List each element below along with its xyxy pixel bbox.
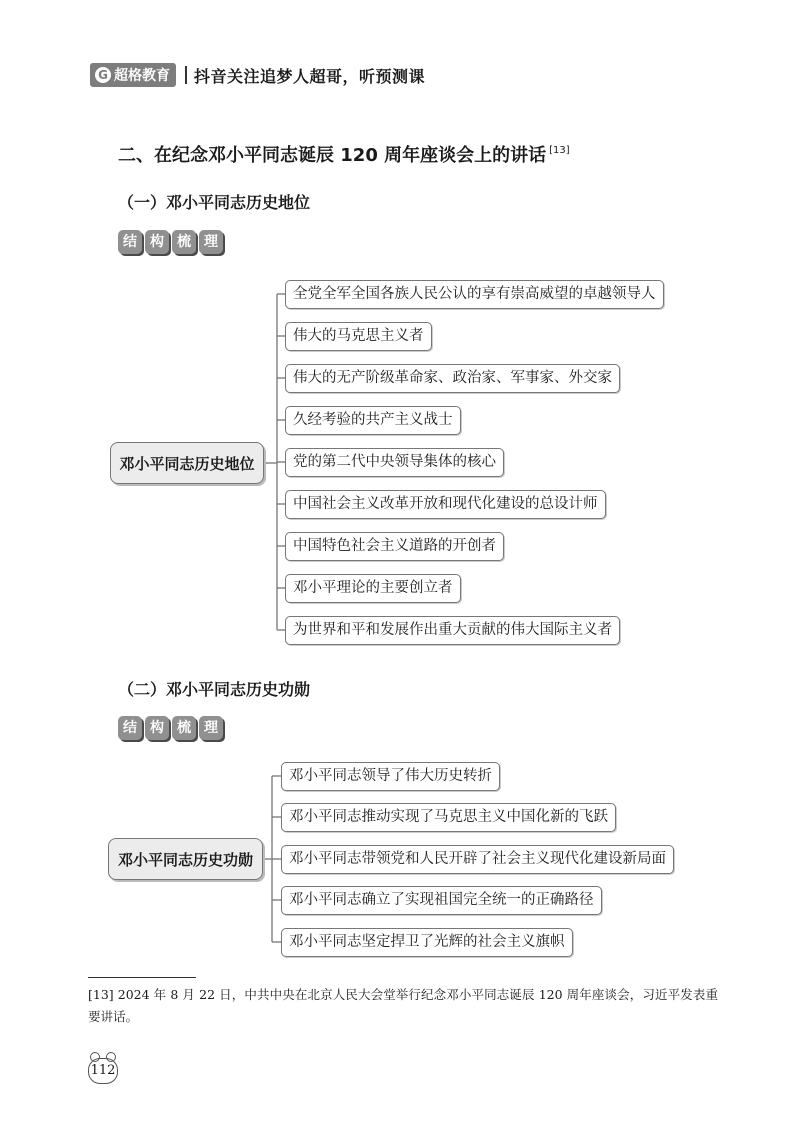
part1-item: 全党全军全国各族人民公认的享有崇高威望的卓越领导人	[285, 280, 664, 309]
part1-item: 邓小平理论的主要创立者	[285, 574, 461, 603]
section-title-text: 二、在纪念邓小平同志诞辰 120 周年座谈会上的讲话	[118, 145, 547, 166]
page-number: 112	[88, 1058, 118, 1084]
logo-icon: G	[95, 67, 111, 83]
badge-char: 构	[145, 230, 169, 254]
footnote-rule	[88, 977, 196, 978]
part2-item: 邓小平同志坚定捍卫了光辉的社会主义旗帜	[281, 928, 573, 957]
badge-char: 结	[118, 716, 142, 740]
part2-item: 邓小平同志推动实现了马克思主义中国化新的飞跃	[281, 803, 616, 832]
part1-item: 中国特色社会主义道路的开创者	[285, 532, 504, 561]
part2-connectors	[263, 776, 281, 942]
part1-item: 伟大的马克思主义者	[285, 322, 432, 351]
part1-item: 中国社会主义改革开放和现代化建设的总设计师	[285, 490, 606, 519]
part2-item: 邓小平同志确立了实现祖国完全统一的正确路径	[281, 886, 602, 915]
brand-name: 超格教育	[114, 68, 170, 84]
part1-item: 伟大的无产阶级革命家、政治家、军事家、外交家	[285, 364, 620, 393]
badge-char: 梳	[172, 716, 196, 740]
footnote-ref: [13]	[549, 145, 570, 156]
part1-item: 党的第二代中央领导集体的核心	[285, 448, 504, 477]
part1-item: 为世界和平和发展作出重大贡献的伟大国际主义者	[285, 616, 620, 645]
footnote-text: [13] 2024 年 8 月 22 日，中共中央在北京人民大会堂举行纪念邓小平同志诞辰 120 周年座谈会，习近平发表重要讲话。	[88, 987, 718, 1024]
part2-title: （二）邓小平同志历史功勋	[118, 680, 311, 699]
part2-item: 邓小平同志带领党和人民开辟了社会主义现代化建设新局面	[281, 845, 674, 874]
part1-title: （一）邓小平同志历史地位	[118, 193, 311, 212]
part2-structure-badge	[118, 716, 223, 740]
badge-char: 理	[199, 716, 223, 740]
badge-char: 构	[145, 716, 169, 740]
part1-connectors	[264, 294, 285, 630]
badge-char: 理	[199, 230, 223, 254]
badge-char: 结	[118, 230, 142, 254]
part2-root-node: 邓小平同志历史功勋	[108, 838, 263, 880]
part1-root-node: 邓小平同志历史地位	[110, 442, 264, 484]
badge-char: 梳	[172, 230, 196, 254]
part2-item: 邓小平同志领导了伟大历史转折	[281, 762, 500, 791]
part1-item: 久经考验的共产主义战士	[285, 406, 461, 435]
header-slogan: 抖音关注追梦人超哥，听预测课	[194, 67, 426, 86]
